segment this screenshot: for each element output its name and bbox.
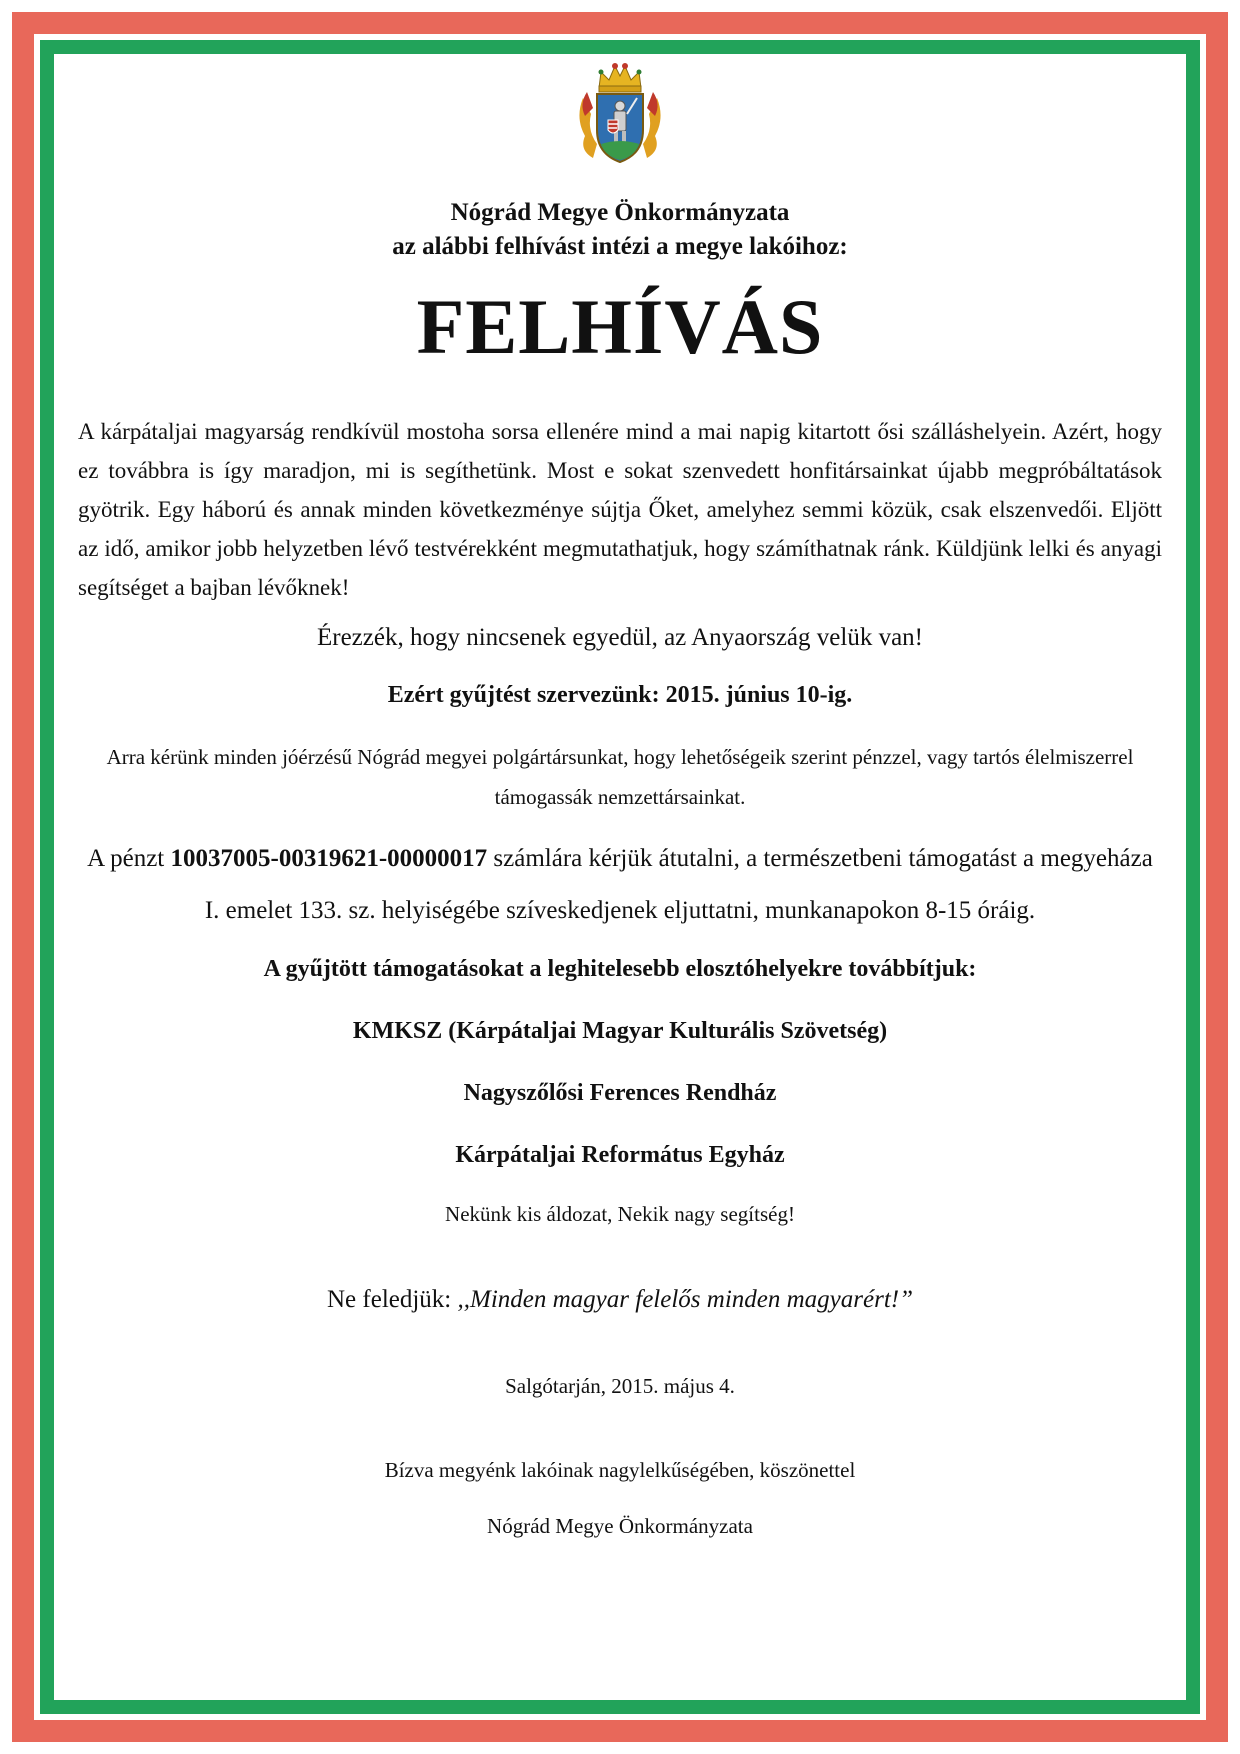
- page-title: FELHÍVÁS: [416, 283, 824, 370]
- date-line: Salgótarján, 2015. május 4.: [505, 1374, 735, 1398]
- account-number: 10037005-00319621-00000017: [170, 845, 488, 872]
- slogan-line: Nekünk kis áldozat, Nekik nagy segítség!: [445, 1202, 795, 1226]
- sub-line: az alábbi felhívást intézi a megye lakóihoz:: [392, 233, 848, 260]
- poster-content: [78, 58, 1162, 1541]
- quote-text: ,,Minden magyar felelős minden magyarért!”: [457, 1286, 913, 1313]
- feel-line: Érezzék, hogy nincsenek egyedül, az Anyaország velük van!: [316, 624, 923, 651]
- header-block: [78, 196, 1162, 264]
- org-item-kmksz: KMKSZ (Kárpátaljai Magyar Kulturális Szövetség): [352, 1018, 888, 1044]
- county-coat-of-arms-icon: [575, 58, 665, 168]
- transfer-paragraph: [78, 833, 1162, 937]
- transfer-post: számlára kérjük átutalni, a természetbeni támogatást a megyeháza I. emelet 133. sz. helyiségébe szíveskedjenek eljuttatni, munkanapokon 8-15 óráig.: [204, 845, 1153, 924]
- org-item-ferences: Nagyszőlősi Ferences Rendház: [463, 1080, 777, 1106]
- transfer-pre: A pénzt: [87, 845, 171, 872]
- signature-line: Nógrád Megye Önkormányzata: [487, 1514, 753, 1538]
- org-line: Nógrád Megye Önkormányzata: [450, 199, 790, 226]
- quote-line: [78, 1283, 1162, 1317]
- org-item-reformatus: Kárpátaljai Református Egyház: [455, 1142, 785, 1168]
- forward-line: A gyűjtött támogatásokat a leghitelesebb elosztóhelyekre továbbítjuk:: [263, 956, 977, 982]
- request-paragraph: Arra kérünk minden jóérzésű Nógrád megyei polgártársunkat, hogy lehetőségeik szerint pénzzel, vagy tartós élelmiszerrel támogassák nemzettársainkat.: [106, 745, 1134, 809]
- intro-paragraph: A kárpátaljai magyarság rendkívül mostoha sorsa ellenére mind a mai napig kitartott ősi szálláshelyein. Azért, hogy ez továbbra is így maradjon, mi is segíthetünk. Most e sokat szenvedett honfitársainkat újabb megpróbáltatások gyötrik. Egy háború és annak minden következménye sújtja Őket, amelyhez semmi közük, csak elszenvedői. Eljött az idő, amikor jobb helyzetben lévő testvérekként megmutathatjuk, hogy számíthatnak ránk. Küldjünk lelki és anyagi segítséget a bajban lévőknek!: [78, 419, 1162, 600]
- closing-line: Bízva megyénk lakóinak nagylelkűségében, köszönettel: [384, 1458, 856, 1482]
- quote-pre: Ne feledjük:: [327, 1286, 458, 1313]
- collection-line: Ezért gyűjtést szervezünk: 2015. június 10-ig.: [387, 682, 853, 708]
